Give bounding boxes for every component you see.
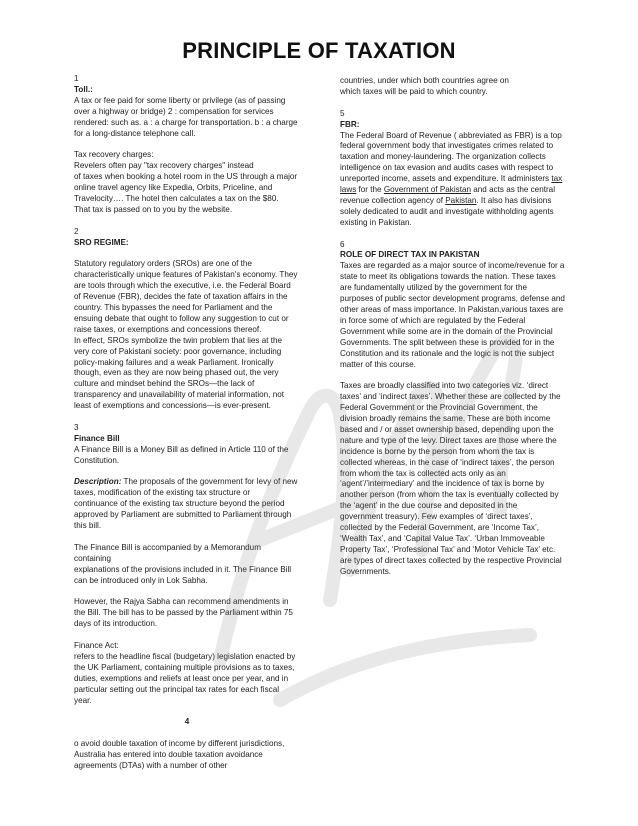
paragraph-sro-regime: Statutory regulatory orders (SROs) are one of the characteristically unique features of Pakistan's economy. They are tools through which the executive, i.e. the Federal Board of Revenue (FBR), decides the fate of taxation affairs in the country. This bypasses the need for Parliament and the ensuing debate that ought to follow any suggestion to cut or raise taxes, or exemptions and concessions thereof. In effect, SROs symbolize the twin problem that lies at the very core of Pakistani society: poor governance, including policy-making failures and a weak Parliament. Ironically though, even as they are now being phased out, the very culture and mindset behind the SROs—the lack of transparency and unavailability of material information, not least of exemptions and concessions—is ever-present. (74, 259, 298, 411)
section-number-centered: 4 (184, 717, 190, 727)
government-of-pakistan-link[interactable]: Government of Pakistan (383, 185, 471, 195)
paragraph-rajya-sabha: However, the Rajya Sabha can recommend amendments in the Bill. The bill has to be passed by the Parliament within 75 days of its introduction. (74, 597, 293, 629)
section-heading-finance-bill: Finance Bill (74, 433, 120, 443)
paragraph-direct-tax-role: Taxes are regarded as a major source of income/revenue for a state to meet its obligations towards the nation. These taxes are fundamentally utilized by the government for the purposes of public sector development programs, defense and other areas of mass importance. In Pakistan,various taxes are in force some of which are regulated by the Federal Government while some are in the domain of the Provincial Governments. The split between these is provided for in the Constitution and its rationale and the logic is not the subject matter of this course. (340, 261, 565, 369)
paragraph-finance-bill-description (74, 477, 300, 532)
section-heading-sro-regime: SRO REGIME: (74, 237, 129, 247)
section-number: 5 (340, 108, 345, 118)
fbr-text: The Federal Board of Revenue ( abbreviated as FBR) is a top federal government body that investigates crimes related to taxation and money-laundering. The organization collects intelligence on tax evasion and audits cases with respect to unreported income, assets and expenditure. It administers (340, 130, 562, 184)
section-number: 3 (74, 422, 79, 432)
paragraph-double-taxation-continued: countries, under which both countries agree on which taxes will be paid to which country. (340, 76, 509, 96)
left-column (74, 74, 300, 783)
section-heading-direct-tax: ROLE OF DIRECT TAX IN PAKISTAN (340, 250, 480, 260)
fbr-text: for the (356, 185, 384, 195)
spacer (74, 248, 300, 259)
fbr-text: . It also has divisions solely dedicated to audit and investigate withholding agents existing in Pakistan. (340, 195, 554, 227)
section-heading-toll: Toll.: (74, 84, 93, 94)
section-number: 1 (74, 74, 79, 83)
paragraph-direct-indirect-taxes: Taxes are broadly classified into two categories viz. ‘direct taxes’ and ‘indirect taxes’. Whether these are collected by the Federal Government or the Provincial Government, the division broadly remains the same. These are both income based and / or asset ownership based, depending upon the nature and type of the levy. Direct taxes are those where the incidence is borne by the person from whom the tax is collected whereas, in the case of ‘indirect taxes’, the person from whom the tax is collected acts only as an ‘agent’/’intermediary’ and the incidence of tax is borne by another person (from whom the tax is eventually collected by the ‘agent’ in the due course and deposited in the government treasury). Few examples of ‘direct taxes’, collected by the Federal Government, are ‘Income Tax’, ‘Wealth Tax’, and ‘Capital Value Tax’. ‘Urban Immoveable Property Tax’, ‘Professional Tax’ and ‘Motor Vehicle Tax’ etc. are types of direct taxes collected by the respective Provincial Governments. (340, 381, 562, 576)
paragraph-double-taxation: o avoid double taxation of income by different jurisdictions, Australia has entered into double taxation avoidance agreements (DTAs) with a number of other (74, 739, 285, 770)
pakistan-link[interactable]: Pakistan (445, 195, 477, 205)
section-number: 2 (74, 226, 79, 236)
paragraph-fbr (340, 131, 566, 229)
section-number: 6 (340, 239, 345, 249)
paragraph-finance-act: Finance Act: refers to the headline fiscal (budgetary) legislation enacted by the UK Parliament, containing multiple provisions as to taxes, duties, exemptions and reliefs at least once per year, and in particular setting out the principal tax rates for each fiscal year. (74, 641, 296, 705)
tax-laws-link[interactable]: tax laws (340, 174, 563, 195)
right-column (340, 76, 566, 589)
page-title: PRINCIPLE OF TAXATION (182, 38, 456, 63)
section-heading-fbr: FBR: (340, 119, 360, 129)
fbr-text: and acts as the central revenue collection agency of (340, 185, 556, 205)
description-label: Description: (74, 477, 122, 487)
description-text: The proposals of the government for levy of new taxes, modification of the existing tax structure or continuance of the existing tax structure beyond the period approved by Parliament are submitted to Parliament through this bill. (74, 477, 298, 531)
paragraph-tax-recovery-charges: Tax recovery charges: Revelers often pay "tax recovery charges" instead of taxes when booking a hotel room in the US through a major online travel agency like Expedia, Orbits, Priceline, and Travelocity…. The hotel then calculates a tax on the $80. That tax is passed on to you by the website. (74, 150, 298, 214)
paragraph-finance-bill-memorandum: The Finance Bill is accompanied by a Memorandum containing explanations of the provisions included in it. The Finance Bill can be introduced only in Lok Sabha. (74, 542, 292, 585)
paragraph-finance-bill-definition: A Finance Bill is a Money Bill as defined in Article 110 of the Constitution. (74, 444, 289, 465)
paragraph-toll-definition: A tax or fee paid for some liberty or privilege (as of passing over a highway or bridge) 2 : compensation for services rendered: such as. a : a charge for transportation. b : a charge for a long-distance telephone call. (74, 95, 298, 138)
